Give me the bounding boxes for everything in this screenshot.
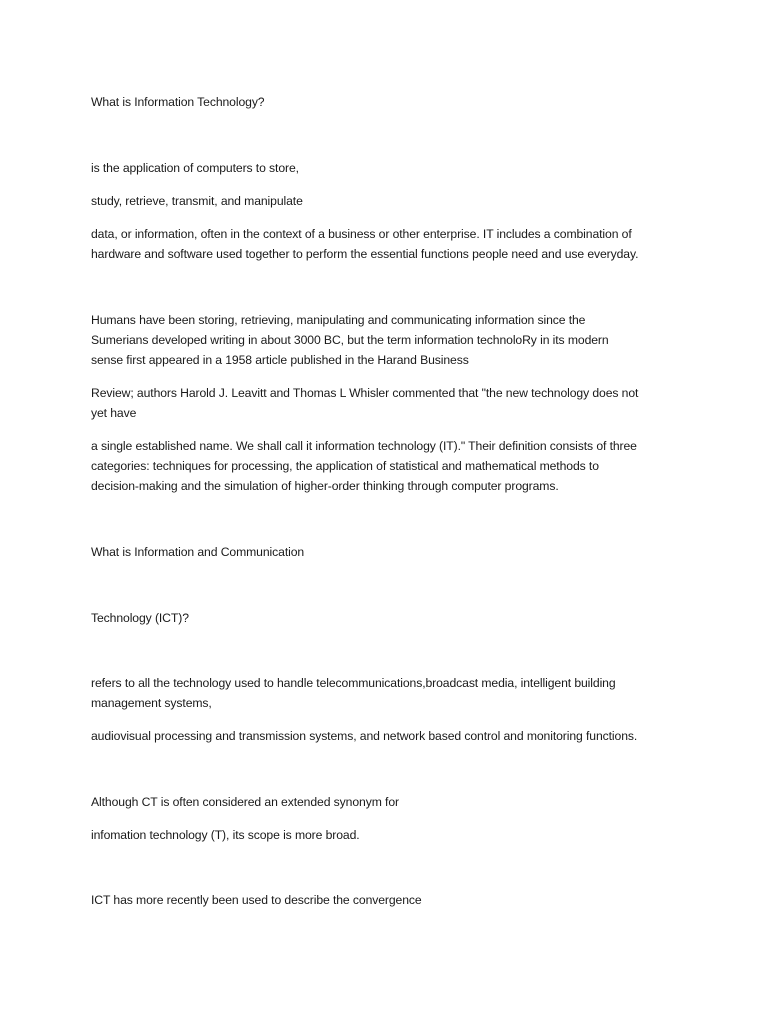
text-line: categories: techniques for processing, the application of statistical and mathematical methods to bbox=[91, 459, 599, 473]
text-line: hardware and software used together to perform the essential functions people need and use everyday. bbox=[91, 247, 639, 261]
text-line: yet have bbox=[91, 406, 137, 420]
text-line: What is Information and Communication bbox=[91, 545, 305, 559]
text-line: refers to all the technology used to handle telecommunications,broadcast media, intelligent building bbox=[91, 676, 616, 690]
text-line: Although CT is often considered an extended synonym for bbox=[91, 795, 399, 809]
paragraph bbox=[91, 673, 681, 713]
paragraph bbox=[91, 310, 681, 370]
text-line: data, or information, often in the context of a business or other enterprise. IT includes a combination of bbox=[91, 227, 632, 241]
text-line: a single established name. We shall call it information technology (IT)." Their definition consists of three bbox=[91, 439, 637, 453]
text-line: management systems, bbox=[91, 696, 212, 710]
text-line: study, retrieve, transmit, and manipulate bbox=[91, 194, 303, 208]
text-line: Humans have been storing, retrieving, manipulating and communicating information since the bbox=[91, 313, 586, 327]
heading-ict bbox=[91, 542, 681, 562]
text-line: Technology (ICT)? bbox=[91, 611, 189, 625]
paragraph bbox=[91, 191, 681, 211]
paragraph bbox=[91, 890, 681, 910]
heading-ict-continued bbox=[91, 608, 681, 628]
text-line: Sumerians developed writing in about 3000 BC, but the term information technoloRy in its modern bbox=[91, 333, 609, 347]
text-line: infomation technology (T), its scope is more broad. bbox=[91, 828, 360, 842]
paragraph bbox=[91, 792, 681, 812]
text-line: is the application of computers to store, bbox=[91, 161, 299, 175]
paragraph bbox=[91, 158, 681, 178]
text-line: ICT has more recently been used to describe the convergence bbox=[91, 893, 422, 907]
paragraph bbox=[91, 224, 681, 264]
text-line: audiovisual processing and transmission systems, and network based control and monitoring functions. bbox=[91, 729, 638, 743]
heading-information-technology bbox=[91, 92, 681, 112]
text-line: Review; authors Harold J. Leavitt and Thomas L Whisler commented that "the new technology does not bbox=[91, 386, 639, 400]
text-line: What is Information Technology? bbox=[91, 95, 265, 109]
paragraph bbox=[91, 383, 681, 423]
text-line: decision-making and the simulation of higher-order thinking through computer programs. bbox=[91, 479, 559, 493]
paragraph bbox=[91, 726, 681, 746]
text-line: sense first appeared in a 1958 article published in the Harand Business bbox=[91, 353, 469, 367]
paragraph bbox=[91, 436, 681, 496]
paragraph bbox=[91, 825, 681, 845]
